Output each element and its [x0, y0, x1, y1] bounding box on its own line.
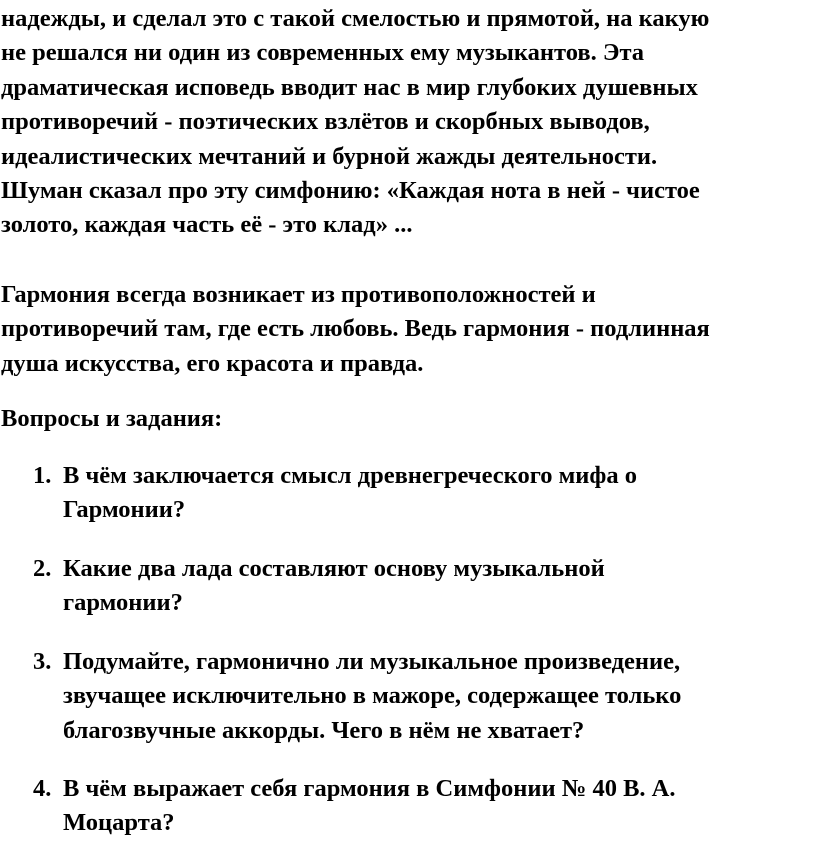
- text-line: Гармония всегда возникает из противоположностей и: [1, 281, 596, 308]
- text-line: душа искусства, его красота и правда.: [1, 349, 424, 377]
- question-number: 4.: [33, 775, 52, 802]
- paragraph-symphony-description: [1, 2, 709, 243]
- text-line: Гармонии?: [63, 496, 186, 524]
- question-number: 3.: [33, 648, 52, 675]
- text-line: Моцарта?: [63, 809, 175, 837]
- text-line: надежды, и сделал это с такой смелостью и прямотой, на какую: [1, 5, 710, 32]
- text-line: Подумайте, гармонично ли музыкальное произведение,: [63, 648, 681, 675]
- text-line: В чём выражает себя гармония в Симфонии № 40 В. А.: [63, 775, 676, 802]
- question-number: 2.: [33, 555, 52, 582]
- paragraph-harmony: [1, 278, 710, 381]
- text-line: звучащее исключительно в мажоре, содержащее только: [63, 682, 682, 710]
- text-line: золото, каждая часть её - это клад» ...: [1, 211, 413, 239]
- question-text: [63, 459, 637, 528]
- text-line: В чём заключается смысл древнегреческого мифа о: [63, 462, 637, 489]
- text-line: противоречий там, где есть любовь. Ведь гармония - подлинная: [1, 315, 710, 343]
- question-text: [63, 645, 681, 748]
- question-number: 1.: [33, 462, 52, 489]
- questions-title: Вопросы и задания:: [1, 405, 223, 432]
- text-line: идеалистических мечтаний и бурной жажды деятельности.: [1, 142, 658, 170]
- text-line: благозвучные аккорды. Чего в нём не хватает?: [63, 716, 585, 744]
- text-line: драматическая исповедь вводит нас в мир глубоких душевных: [1, 73, 698, 101]
- text-line: гармонии?: [63, 589, 183, 617]
- question-text: [63, 772, 676, 841]
- question-text: [63, 552, 605, 621]
- text-line: Шуман сказал про эту симфонию: «Каждая нота в ней - чистое: [1, 177, 700, 205]
- text-line: Какие два лада составляют основу музыкальной: [63, 555, 605, 582]
- text-line: не решался ни один из современных ему музыкантов. Эта: [1, 39, 645, 67]
- text-line: противоречий - поэтических взлётов и скорбных выводов,: [1, 108, 650, 136]
- questions-heading: [1, 402, 222, 436]
